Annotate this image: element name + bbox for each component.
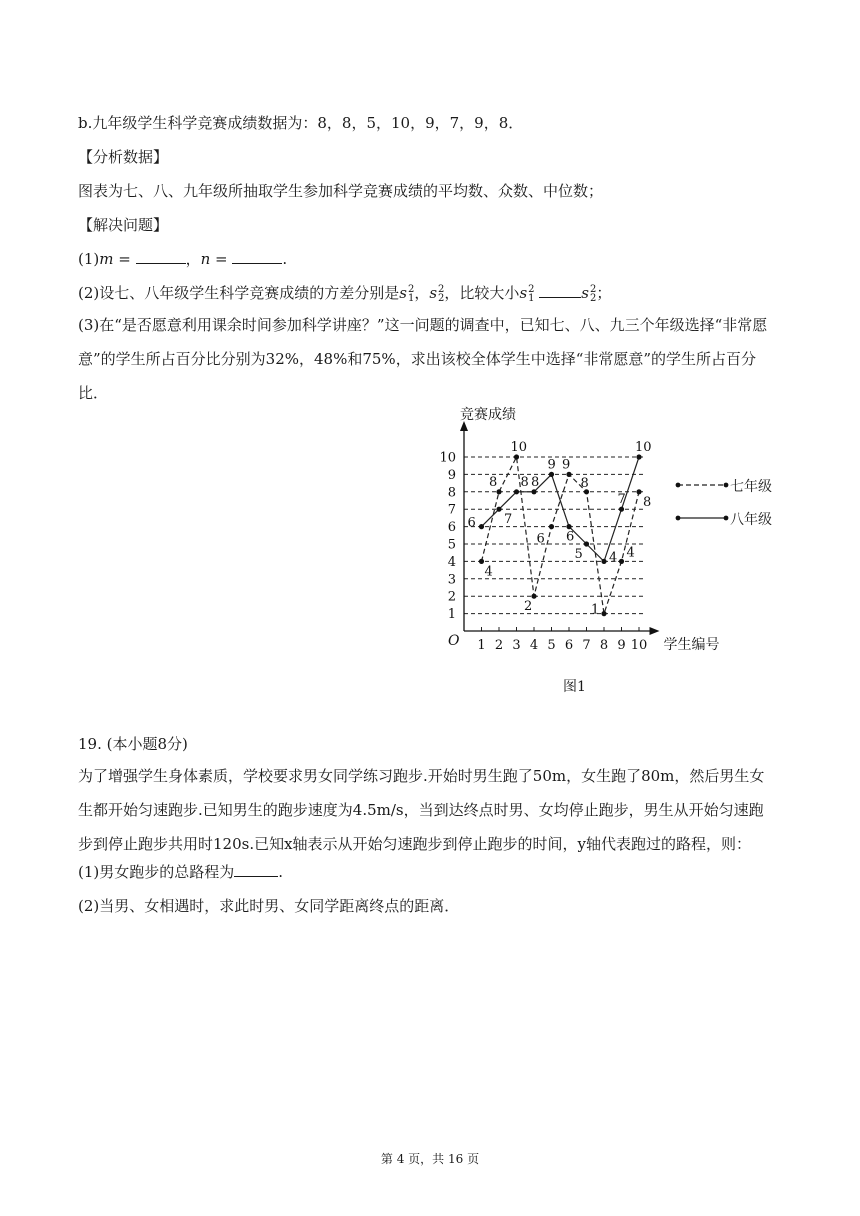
question-2: (2)设七、八年级学生科学竞赛成绩的方差分别是s 2 1 ，s 2 2 ，比较大小s 2 1 s 2 2 ； <box>78 284 612 304</box>
x-tick-label: 3 <box>512 638 521 653</box>
data-label: 8 <box>531 474 540 490</box>
figure-caption: 图1 <box>563 679 586 695</box>
x-tick-label: 6 <box>564 638 574 653</box>
y-tick-label: 4 <box>447 554 456 570</box>
data-point <box>601 559 606 564</box>
chart-legend <box>676 483 729 521</box>
data-point <box>636 454 641 459</box>
data-label: 7 <box>504 512 513 528</box>
data-label: 1 <box>591 602 600 618</box>
series-line-2 <box>482 457 640 561</box>
y-tick-label: 3 <box>447 572 456 588</box>
data-point <box>479 559 484 564</box>
data-point <box>496 489 501 494</box>
data-label: 6 <box>467 515 476 531</box>
data-point <box>619 559 624 564</box>
chart-series <box>479 454 642 616</box>
x-tick-label: 7 <box>582 638 591 653</box>
chart-point-labels <box>468 440 652 618</box>
data-label: 7 <box>617 492 626 508</box>
answer-blank-n[interactable] <box>232 249 282 264</box>
y-tick-label: 7 <box>447 502 456 518</box>
analyze-heading: 【分析数据】 <box>78 148 169 166</box>
question-3: (3)在“是否愿意利用课余时间参加科学讲座？”这一问题的调查中，已知七、八、九三个年级选择“非常愿意”的学生所占百分比分别为32%，48%和75%，求出该校全体学生中选择“非常愿意”的学生所占百分比． <box>78 316 768 402</box>
answer-blank-compare[interactable] <box>539 283 581 298</box>
legend-marker <box>676 516 681 521</box>
x-tick-label: 4 <box>529 638 539 653</box>
origin-label: O <box>448 633 460 649</box>
data-label: 6 <box>536 531 545 547</box>
data-label: 4 <box>609 550 618 566</box>
data-label: 9 <box>547 457 556 473</box>
data-label: 2 <box>524 599 533 615</box>
y-tick-label: 5 <box>447 537 456 553</box>
data-point <box>531 489 536 494</box>
data-label: 5 <box>574 547 583 562</box>
data-point <box>531 594 536 599</box>
data-point <box>496 507 501 512</box>
legend-label-2: 八年级 <box>730 512 772 528</box>
legend-label-1: 七年级 <box>730 479 772 495</box>
question-19-part-2: (2)当男、女相遇时，求此时男、女同学距离终点的距离． <box>78 897 460 915</box>
question-1: (1)m = ，n = . <box>78 250 288 268</box>
y-axis-label: 竞赛成绩 <box>460 407 516 423</box>
answer-blank-distance[interactable] <box>234 862 278 877</box>
question-19-part-1: (1)男女跑步的总路程为 . <box>78 863 284 881</box>
data-label: 8 <box>643 494 652 510</box>
data-label: 8 <box>489 474 498 490</box>
x-axis-label: 学生编号 <box>663 637 720 653</box>
y-tick-label: 9 <box>447 467 456 483</box>
chart-axes <box>439 406 719 653</box>
data-label: 8 <box>520 474 529 490</box>
series-line-1 <box>482 457 640 614</box>
data-label: 6 <box>566 529 575 545</box>
data-point <box>566 472 571 477</box>
data-label: 10 <box>510 440 528 455</box>
y-tick-label: 2 <box>447 589 456 605</box>
data-point <box>549 472 554 477</box>
data-label: 8 <box>580 475 589 491</box>
data-point <box>601 611 606 616</box>
page-footer: 第 4 页，共 16 页 <box>380 1152 480 1166</box>
y-tick-label: 8 <box>447 485 456 501</box>
data-point <box>619 507 624 512</box>
x-axis-arrow <box>650 627 660 635</box>
data-point <box>514 489 519 494</box>
data-label: 4 <box>484 564 493 580</box>
data-point <box>584 541 589 546</box>
data-point <box>514 454 519 459</box>
score-line-chart <box>430 405 730 667</box>
x-tick-label: 9 <box>617 638 626 653</box>
x-tick-label: 10 <box>630 638 648 653</box>
data-point <box>549 524 554 529</box>
answer-blank-m[interactable] <box>136 249 186 264</box>
y-tick-label: 1 <box>447 607 456 623</box>
analyze-text: 图表为七、八、九年级所抽取学生参加科学竞赛成绩的平均数、众数、中位数； <box>78 182 604 200</box>
legend-marker <box>676 483 681 488</box>
question-19-body: 为了增强学生身体素质，学校要求男女同学练习跑步.开始时男生跑了50m，女生跑了80m，然后男生女生都开始匀速跑步.已知男生的跑步速度为4.5m/s，当到达终点时男、女均停止跑步，男生从开始匀速跑步到停止跑步共用时120s.已知x轴表示从开始匀速跑步到停止跑步的时间，y轴代表跑过的路程，则： <box>78 767 765 853</box>
legend-marker <box>724 516 729 521</box>
data-point <box>479 524 484 529</box>
x-tick-label: 5 <box>547 638 556 653</box>
data-label: 9 <box>562 457 571 473</box>
y-tick-label: 10 <box>439 450 456 466</box>
x-tick-label: 2 <box>494 638 504 653</box>
question-19-title: 19. (本小题8分) <box>78 735 188 753</box>
legend-marker <box>724 483 729 488</box>
data-label: 4 <box>626 545 635 561</box>
data-label: 10 <box>635 440 652 455</box>
x-tick-label: 1 <box>477 638 486 653</box>
data-point <box>636 489 641 494</box>
x-tick-label: 8 <box>599 638 609 653</box>
data-point <box>566 524 571 529</box>
y-tick-label: 6 <box>447 520 456 536</box>
grade9-data-line: b.九年级学生科学竞赛成绩数据为：8，8，5，10，9，7，9，8． <box>78 114 524 132</box>
solve-heading: 【解决问题】 <box>78 216 169 234</box>
